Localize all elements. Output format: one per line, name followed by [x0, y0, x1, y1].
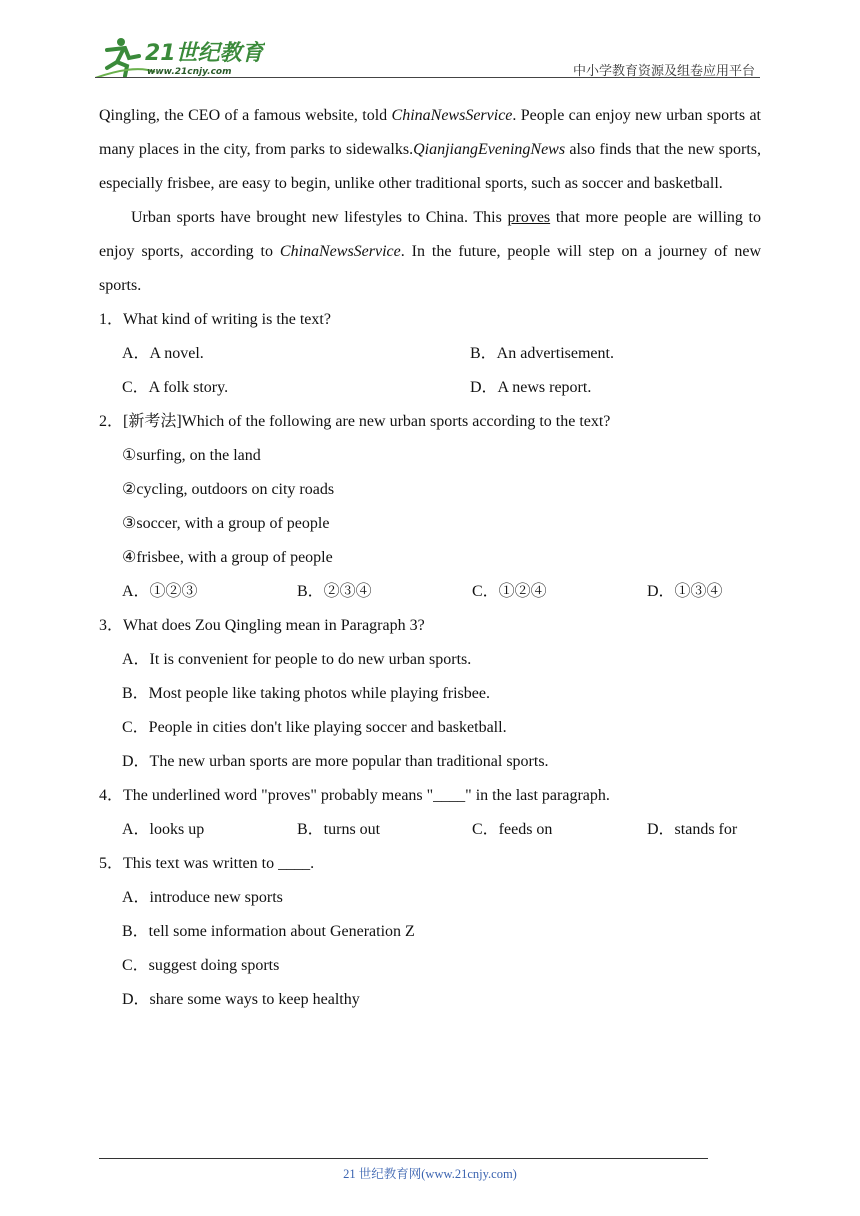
option-b: B．An advertisement.: [470, 345, 614, 362]
option-c: C．A folk story.: [122, 379, 229, 396]
question-2-options: [99, 575, 761, 609]
underlined-word: proves: [507, 209, 551, 226]
header-divider: [95, 77, 760, 78]
option-c: C．People in cities don't like playing soccer and basketball.: [122, 719, 507, 736]
text-run: . People can enjoy new urban sports at many places in the city, from parks to sidewalks.: [99, 107, 762, 158]
option-a: A．It is convenient for people to do new urban sports.: [122, 651, 472, 668]
page-content: [99, 99, 761, 1017]
question-4-options: [99, 813, 761, 847]
text-run: Urban sports have brought new lifestyles to China. This: [131, 209, 508, 226]
question-1-options-row-2: [99, 371, 761, 405]
text-run: that more people are willing to enjoy sports, according to: [99, 209, 761, 260]
list-item: ④frisbee, with a group of people: [122, 549, 333, 566]
passage-paragraph-1: [99, 99, 761, 201]
option-c: C．①②④: [472, 583, 547, 600]
question-5-stem: 5．This text was written to ____.: [99, 855, 315, 872]
option-b: B．Most people like taking photos while playing frisbee.: [122, 685, 490, 702]
option-a: A．introduce new sports: [122, 889, 283, 906]
list-item: ①surfing, on the land: [122, 447, 261, 464]
option-d: D．stands for: [647, 821, 738, 838]
question-1-stem: 1．What kind of writing is the text?: [99, 311, 331, 328]
svg-text:www.21cnjy.com: www.21cnjy.com: [147, 67, 232, 77]
option-b: B．turns out: [297, 821, 381, 838]
option-d: D．The new urban sports are more popular than traditional sports.: [122, 753, 549, 770]
source-name: QianjiangEveningNews: [413, 141, 566, 158]
footer-link[interactable]: 21 世纪教育网(www.21cnjy.com): [343, 1167, 517, 1181]
text-run: also finds that the new sports, especially frisbee, are easy to begin, unlike other traditional sports, such as soccer and basketball.: [99, 141, 761, 192]
option-b: B．tell some information about Generation Z: [122, 923, 415, 940]
text-run: Qingling, the CEO of a famous website, told: [99, 107, 392, 124]
site-logo: [95, 34, 265, 78]
list-item: ③soccer, with a group of people: [122, 515, 330, 532]
question-1-options-row-1: [99, 337, 761, 371]
question-3-stem: 3．What does Zou Qingling mean in Paragraph 3?: [99, 617, 425, 634]
option-d: D．A news report.: [470, 379, 592, 396]
svg-text:21世纪教育: 21世纪教育: [145, 41, 264, 66]
passage-paragraph-2: [99, 201, 761, 303]
option-a: A．looks up: [122, 821, 205, 838]
source-name: ChinaNewsService: [279, 243, 401, 260]
option-b: B．②③④: [297, 583, 372, 600]
option-c: C．feeds on: [472, 821, 553, 838]
question-4-stem: 4．The underlined word "proves" probably means "____" in the last paragraph.: [99, 787, 610, 804]
text-run: . In the future, people will step on a journey of new sports.: [99, 243, 761, 294]
option-d: D．①③④: [647, 583, 723, 600]
source-name: ChinaNewsService: [391, 107, 513, 124]
question-2-stem: 2．[新考法]Which of the following are new urban sports according to the text?: [99, 413, 611, 430]
list-item: ②cycling, outdoors on city roads: [122, 481, 335, 498]
page-header: [95, 28, 760, 80]
footer-divider: [99, 1158, 708, 1159]
option-a: A．A novel.: [122, 345, 204, 362]
option-a: A．①②③: [122, 583, 198, 600]
option-c: C．suggest doing sports: [122, 957, 280, 974]
option-d: D．share some ways to keep healthy: [122, 991, 360, 1008]
platform-name: 中小学教育资源及组卷应用平台: [572, 64, 755, 79]
